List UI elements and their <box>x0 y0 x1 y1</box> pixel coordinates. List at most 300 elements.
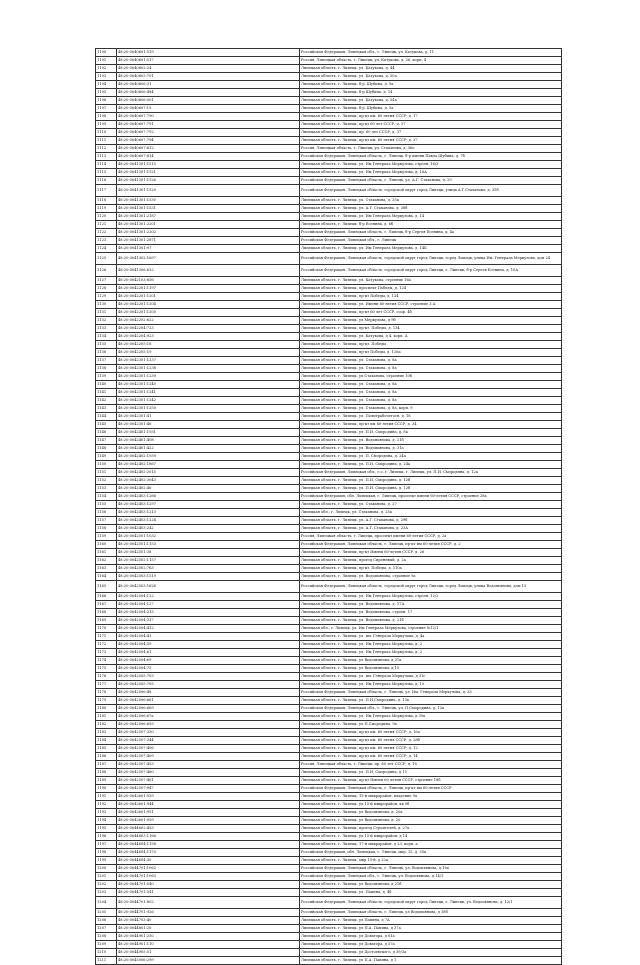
address-cell: Липецкая область, г. Липецк, ул. П.И. Смородина, д. 12б <box>300 477 562 485</box>
address-cell: Липецкая область, г. Липецк, ул. Папина, д. 4б <box>300 889 562 897</box>
address-cell: Липецкая область, г. Липецк, б-р. Шубина, д. 5а <box>300 105 562 113</box>
row-number-cell: 1141 <box>96 389 117 397</box>
row-number-cell: 1168 <box>96 609 117 617</box>
row-number-cell: 1113 <box>96 153 117 161</box>
cadastral-number-cell: 48:20:0042301:1238 <box>117 365 300 373</box>
row-number-cell: 1178 <box>96 689 117 697</box>
row-number-cell: 1125 <box>96 253 117 265</box>
cadastral-number-cell: 48:20:0042506:48 <box>117 689 300 697</box>
table-row <box>96 129 562 137</box>
row-number-cell: 1136 <box>96 349 117 357</box>
address-cell: Липецкая область, г. Липецк, ул. Им Генерала Меркулова, д. 10 <box>300 681 562 689</box>
address-cell: Липецкая область, г. Липецк, ул. Им Генерала Меркулова, д. 2 <box>300 641 562 649</box>
row-number-cell: 1160 <box>96 541 117 549</box>
cadastral-number-cell: 48:20:0042601:951 <box>117 809 300 817</box>
cadastral-number-cell: 48:20:0042403:1224 <box>117 517 300 525</box>
address-cell: Липецкая область, г. Липецк, б-р Есенина, д. 6б <box>300 221 562 229</box>
row-number-cell: 1174 <box>96 657 117 665</box>
cadastral-number-cell: 48:20:0042103:656 <box>117 277 300 285</box>
address-cell: Липецкая область, г. Липецк, ул. Имени 60-летия СССР, строение 3 А <box>300 301 562 309</box>
table-row <box>96 745 562 753</box>
table-row <box>96 113 562 121</box>
row-number-cell: 1177 <box>96 681 117 689</box>
table-row <box>96 421 562 429</box>
cadastral-number-cell: 48:20:0042506:67а <box>117 713 300 721</box>
table-row <box>96 501 562 509</box>
address-cell: Липецкая область, г. Липецк, ул. П. Смородина, д. 24а <box>300 453 562 461</box>
table-row <box>96 909 562 917</box>
address-cell: Липецкая область, г. Липецк, ул. Водопьянова, строение 9а <box>300 573 562 581</box>
table-row <box>96 549 562 557</box>
row-number-cell: 1188 <box>96 769 117 777</box>
table-row <box>96 57 562 65</box>
address-cell: Липецкая область, г. Липецк, ул. П.И.Смородина, д. 13а <box>300 697 562 705</box>
row-number-cell: 1120 <box>96 213 117 221</box>
table-row <box>96 73 562 81</box>
table-row <box>96 65 562 73</box>
address-cell: Липецкая область, г. Липецк, ул Достоевского, д 39/3а <box>300 949 562 957</box>
address-cell: Липецкая область, г. Липецк, ул. Стаханова, д. 8а <box>300 381 562 389</box>
address-cell: Липецкая область, г. Липецк, ул. Им Генерала Меркулова, д. 16А <box>300 169 562 177</box>
cadastral-number-cell: 48:20:0045006:299 <box>117 957 300 965</box>
row-number-cell: 1150 <box>96 461 117 469</box>
table-row <box>96 229 562 237</box>
row-number-cell: 1166 <box>96 593 117 601</box>
cadastral-number-cell: 48:20:0040607:814 <box>117 153 300 161</box>
row-number-cell: 1112 <box>96 145 117 153</box>
cadastral-number-cell: 48:20:0042301:46 <box>117 421 300 429</box>
cadastral-number-cell: 48:20:0042301:1250 <box>117 405 300 413</box>
address-cell: Российская Федерация, Липецкая обл., г. Липецк, ул. Водопьянова, д.14/1 <box>300 873 562 881</box>
address-cell: Липецкая область, г. Липецк, ул. Водопьянова, строен. 17 <box>300 609 562 617</box>
address-cell: Липецкая область, г. Липецк, ул. Стаханова, д. 27 <box>300 501 562 509</box>
address-cell: Липецкая область, г. Липецк, ул Водопьянова, д 21а <box>300 657 562 665</box>
address-cell: Российская Федерация, Липецкая область, г. Липецк, б-р Сергея Есенина, д. 4а <box>300 229 562 237</box>
row-number-cell: 1152 <box>96 477 117 485</box>
table-row <box>96 625 562 633</box>
address-cell: Российская Федерация, Липецкая область, городской округ город Липецк, город Липецк, улица Им. Генерала Меркулова, дом 24 <box>300 253 562 265</box>
address-cell: Липецкая область, г. Липецк, ул. Катукова, д 4, корп. А <box>300 333 562 341</box>
row-number-cell: 1207 <box>96 925 117 933</box>
table-row <box>96 557 562 565</box>
row-number-cell: 1158 <box>96 525 117 533</box>
table-row <box>96 581 562 593</box>
row-number-cell: 1132 <box>96 317 117 325</box>
cadastral-number-cell: 48:20:0042601:939 <box>117 793 300 801</box>
address-cell: Липецкая область, г. Липецк, б-р Шубина, д. 14 <box>300 89 562 97</box>
address-cell: Российская Федерация, Липецкая область, городской округ город Липецк, город Липецк, улица Водопьянова, дом 15 <box>300 581 562 593</box>
cadastral-number-cell: 48:20:0042301:1239 <box>117 373 300 381</box>
address-cell: Липецкая область, г. Липецк, ул Водопьянова, д 15 <box>300 665 562 673</box>
table-row <box>96 825 562 833</box>
address-cell: Российская Федерация, Липецкая область, городской округ город Липецк, г. Липецк, б-р Сергея Есенина, д. 10А <box>300 265 562 277</box>
cadastral-number-cell: 48:20:0042501:1032 <box>117 533 300 541</box>
row-number-cell: 1162 <box>96 557 117 565</box>
row-number-cell: 1134 <box>96 333 117 341</box>
address-cell: Липецкая обл., г. Липецк, ул. Стаханова, д. 25а <box>300 509 562 517</box>
row-number-cell: 1175 <box>96 665 117 673</box>
address-cell: Липецкая область, г. Липецк, ул. Им Генерала Меркулова, строен. 12/2 <box>300 593 562 601</box>
row-number-cell: 1164 <box>96 573 117 581</box>
row-number-cell: 1105 <box>96 89 117 97</box>
table-row <box>96 565 562 573</box>
cadastral-number-cell: 48:20:0042205:18 <box>117 341 300 349</box>
cadastral-number-cell: 48:20:0042507:406 <box>117 745 300 753</box>
row-number-cell: 1145 <box>96 421 117 429</box>
cadastral-number-cell: 48:20:0042301:1237 <box>117 357 300 365</box>
address-cell: Липецкая область, г. Липецк, ул 15-й микрорайон, д 14 <box>300 833 562 841</box>
table-row <box>96 185 562 197</box>
row-number-cell: 1103 <box>96 73 117 81</box>
row-number-cell: 1195 <box>96 825 117 833</box>
cadastral-number-cell: 48:20:0042301:1240 <box>117 381 300 389</box>
table-row <box>96 161 562 169</box>
cadastral-number-cell: 48:20:0040606:484 <box>117 89 300 97</box>
cadastral-number-cell: 48:20:0041301:1526 <box>117 177 300 185</box>
table-row <box>96 301 562 309</box>
table-row <box>96 137 562 145</box>
table-row <box>96 849 562 857</box>
cadastral-number-cell: 48:20:0042504:122 <box>117 593 300 601</box>
cadastral-number-cell: 48:20:0042301:1241 <box>117 389 300 397</box>
cadastral-number-cell: 48:20:0042506:693 <box>117 721 300 729</box>
row-number-cell: 1156 <box>96 509 117 517</box>
address-cell: Липецкая область, г. Липецк, ул. А.Г. Стаханова, д. 29б <box>300 517 562 525</box>
table-row <box>96 461 562 469</box>
table-row <box>96 309 562 317</box>
address-cell: Липецкая область, г. Липецк, ул. Катукова, д. 44 <box>300 65 562 73</box>
row-number-cell: 1204 <box>96 897 117 909</box>
row-number-cell: 1180 <box>96 705 117 713</box>
row-number-cell: 1194 <box>96 817 117 825</box>
cadastral-number-cell: 48:20:0042504:75 <box>117 665 300 673</box>
row-number-cell: 1135 <box>96 341 117 349</box>
address-cell: Российская Федерация, Липецкая область, городской округ город Липецк, г. Липецк, ул. Водопьянова, д. 12/1 <box>300 897 562 909</box>
cadastral-number-cell: 48:20:0042504:412 <box>117 625 300 633</box>
address-cell: Липецкая область, г. Липецк, пр-кт Имени 60-летия СССР, д. 26 <box>300 549 562 557</box>
cadastral-number-cell: 48:20:0044905:51 <box>117 949 300 957</box>
table-row <box>96 205 562 213</box>
row-number-cell: 1192 <box>96 801 117 809</box>
cadastral-number-cell: 48:20:0041301:2187 <box>117 213 300 221</box>
address-cell: Липецкая область, г. Липецк, ул П.А. Папина, д 1 <box>300 957 562 965</box>
address-cell: Липецкая область, г. Липецк, ул. Им Генерала Меркулова, д. 14 <box>300 213 562 221</box>
row-number-cell: 1153 <box>96 485 117 493</box>
table-row <box>96 317 562 325</box>
address-cell: Липецкая область, г. Липецк, пр. 60 лет СССР, д. 37 <box>300 129 562 137</box>
address-cell: Российская Федерация, Липецкая область, г. Липецк, ул. Водопьянова, д.16а <box>300 865 562 873</box>
row-number-cell: 1138 <box>96 365 117 373</box>
cadastral-number-cell: 48:20:0042501:1153 <box>117 541 300 549</box>
table-row <box>96 641 562 649</box>
row-number-cell: 1184 <box>96 737 117 745</box>
cadastral-number-cell: 48:20:0042401:1931 <box>117 429 300 437</box>
cadastral-number-cell: 48:20:0042402:46 <box>117 485 300 493</box>
row-number-cell: 1114 <box>96 161 117 169</box>
table-row <box>96 889 562 897</box>
table-row <box>96 237 562 245</box>
table-row <box>96 285 562 293</box>
cadastral-number-cell: 48:20:0040607:15 <box>117 105 300 113</box>
row-number-cell: 1187 <box>96 761 117 769</box>
row-number-cell: 1108 <box>96 113 117 121</box>
table-row <box>96 221 562 229</box>
table-row <box>96 121 562 129</box>
cadastral-number-cell: 48:20:0042204:723 <box>117 325 300 333</box>
address-cell: Липецкая область, г. Липецк, ул. Им Генерала Меркулова, строен. 16/3 <box>300 161 562 169</box>
address-cell: Липецкая область, г. Липецк, пр-кт. Победы, д. 110а <box>300 565 562 573</box>
row-number-cell: 1208 <box>96 933 117 941</box>
table-row <box>96 729 562 737</box>
row-number-cell: 1203 <box>96 889 117 897</box>
table-row <box>96 777 562 785</box>
address-cell: Российская Федерация, Липецкая обл., г. Липецк <box>300 237 562 245</box>
address-cell: Липецкая область, г. Липецк, ул 15-й микрорайон, кв 9б <box>300 801 562 809</box>
cadastral-number-cell: 48:20:0042504:127 <box>117 601 300 609</box>
cadastral-number-cell: 48:20:0042401:408 <box>117 437 300 445</box>
row-number-cell: 1123 <box>96 237 117 245</box>
address-cell: Липецкая область, г. Липецк, проезд Сиреневый, д. 2а <box>300 557 562 565</box>
table-row <box>96 177 562 185</box>
cadastral-number-cell: 48:20:0041301:1515 <box>117 161 300 169</box>
cadastral-number-cell: 48:20:0042504:215 <box>117 609 300 617</box>
table-row <box>96 681 562 689</box>
table-row <box>96 609 562 617</box>
cadastral-number-cell: 48:20:0044604:1170 <box>117 849 300 857</box>
address-cell: Липецкая область, г. Липецк, б-р. Шубина, д. 9а <box>300 81 562 89</box>
cadastral-number-cell: 48:20:0042403:1213 <box>117 509 300 517</box>
table-row <box>96 933 562 941</box>
table-row <box>96 445 562 453</box>
address-cell: Липецкая область, г. Липецк, пр-кт. Победы, д. 134 <box>300 325 562 333</box>
row-number-cell: 1193 <box>96 809 117 817</box>
row-number-cell: 1143 <box>96 405 117 413</box>
address-cell: Липецкая область, г. Липецк, пр-кт Имени 60 летия СССР, строение 18б <box>300 777 562 785</box>
address-cell: Липецкая область, г. Липецк, ул. им. Генерала Меркулова, д. 4а <box>300 633 562 641</box>
table-row <box>96 485 562 493</box>
address-cell: Липецкая область, г. Липецк, ул. Катукова, д. 54а <box>300 97 562 105</box>
row-number-cell: 1133 <box>96 325 117 333</box>
table-row <box>96 713 562 721</box>
cadastral-number-cell: 48:20:0042506:669 <box>117 705 300 713</box>
cadastral-number-cell: 48:20:0041301:2871 <box>117 237 300 245</box>
cadastral-number-cell: 48:20:0041306:632 <box>117 265 300 277</box>
table-row <box>96 81 562 89</box>
row-number-cell: 1115 <box>96 169 117 177</box>
cadastral-number-cell: 48:20:0044701:1062 <box>117 865 300 873</box>
cadastral-number-cell: 48:20:0041301:1529 <box>117 185 300 197</box>
row-number-cell: 1104 <box>96 81 117 89</box>
address-cell: Липецкая область, г. Липецк, пр-кт 60 лет СССР, д. 37 <box>300 121 562 129</box>
row-number-cell: 1142 <box>96 397 117 405</box>
address-cell: Липецкая область, г. Липецк, проезд Строителей, д. 27а <box>300 825 562 833</box>
table-row <box>96 197 562 205</box>
address-cell: Российская Федерация, обл. Липецкая, г. Липецк, мкр. 15, д. 35а <box>300 849 562 857</box>
table-row <box>96 689 562 697</box>
cadastral-number-cell: 48:20:0042507:330 <box>117 729 300 737</box>
address-cell: Липецкая область, г. Липецк, ул. Водопьянова, д. 31а <box>300 445 562 453</box>
address-cell: Липецкая область, г. Липецк, ул. П.И. Смородина, д. 8а <box>300 429 562 437</box>
row-number-cell: 1163 <box>96 565 117 573</box>
cadastral-number-cell: 48:20:0040602:24 <box>117 65 300 73</box>
address-cell: Липецкая область, г. Липецк, ул. Катукова, строение 16а <box>300 277 562 285</box>
cadastral-number-cell: 48:20:0042403:1266 <box>117 493 300 501</box>
row-number-cell: 1171 <box>96 633 117 641</box>
row-number-cell: 1149 <box>96 453 117 461</box>
table-row <box>96 333 562 341</box>
address-cell: Липецкая область, г. Липецк, 17-й микрорайон, д 23, корп. а <box>300 841 562 849</box>
table-row <box>96 769 562 777</box>
address-cell: Липецкая область, г. Липецк, пр-кт им 60-летия СССР, д. 34 <box>300 421 562 429</box>
cadastral-number-cell: 48:20:0041301:1521 <box>117 169 300 177</box>
address-cell: Липецкая область, г. Липецк, пр-кт им. 60 летия СССР, д. 28б <box>300 737 562 745</box>
cadastral-number-cell: 48:20:0044604:1158 <box>117 841 300 849</box>
table-row <box>96 373 562 381</box>
table-row <box>96 365 562 373</box>
row-number-cell: 1169 <box>96 617 117 625</box>
table-row <box>96 49 562 57</box>
cadastral-number-cell: 48:20:0044901:250 <box>117 933 300 941</box>
table-row <box>96 517 562 525</box>
row-number-cell: 1211 <box>96 957 117 965</box>
address-cell: Липецкая область, г. Липецк, ул. А.Г. Стаханова, д. 38б <box>300 205 562 213</box>
table-row <box>96 841 562 849</box>
address-cell: Липецкая область, г. Липецк, ул Меркулова, д 9б <box>300 317 562 325</box>
table-body <box>96 49 562 965</box>
table-row <box>96 381 562 389</box>
address-cell: Россия, Липецкая область, г. Липецк, ул. Стаханова, д. 36о <box>300 145 562 153</box>
cadastral-number-cell: 48:20:0040607:812 <box>117 145 300 153</box>
address-cell: Липецкая область, г. Липецк, ул. Катукова, д. 50а <box>300 73 562 81</box>
table-row <box>96 277 562 285</box>
table-row <box>96 897 562 909</box>
address-cell: Липецкая область, г. Липецк, пр-кт. Победы <box>300 341 562 349</box>
row-number-cell: 1122 <box>96 229 117 237</box>
table-row <box>96 753 562 761</box>
address-table <box>95 48 562 965</box>
address-cell: Липецкая область, г. Липецк, ул. Стаханова, д. 8а <box>300 357 562 365</box>
row-number-cell: 1200 <box>96 865 117 873</box>
table-row <box>96 97 562 105</box>
row-number-cell: 1209 <box>96 941 117 949</box>
address-cell: Липецкая область, г. Липецк, ул. А.Г. Стаханова, д. 23А <box>300 525 562 533</box>
cadastral-number-cell: 48:20:0044603:1166 <box>117 833 300 841</box>
table-row <box>96 761 562 769</box>
row-number-cell: 1198 <box>96 849 117 857</box>
table-row <box>96 941 562 949</box>
table-row <box>96 413 562 421</box>
table-row <box>96 957 562 965</box>
address-cell: Липецкая область, г. Липецк, ул Папина, д 7А <box>300 917 562 925</box>
cadastral-number-cell: 48:20:0044701:541 <box>117 889 300 897</box>
table-row <box>96 405 562 413</box>
cadastral-number-cell: 48:20:0040601:519 <box>117 49 300 57</box>
cadastral-number-cell: 48:20:0042403:242 <box>117 525 300 533</box>
address-cell: Липецкая область, г. Липецк, ул. Им Генерала Меркулова, д. 2 <box>300 649 562 657</box>
row-number-cell: 1124 <box>96 245 117 253</box>
address-cell: Липецкая область, г. Липецк, ул П.Смородина, 9а <box>300 721 562 729</box>
cadastral-number-cell: 48:20:0042502:1157 <box>117 557 300 565</box>
cadastral-number-cell: 48:20:0042507:409 <box>117 753 300 761</box>
cadastral-number-cell: 48:20:0042201:1204 <box>117 301 300 309</box>
table-row <box>96 525 562 533</box>
row-number-cell: 1140 <box>96 381 117 389</box>
row-number-cell: 1100 <box>96 49 117 57</box>
table-row <box>96 917 562 925</box>
table-row <box>96 673 562 681</box>
cadastral-number-cell: 48:20:0044901:110 <box>117 941 300 949</box>
address-cell: Липецкая область, г. Липецк, проспект Победы, д. 124 <box>300 285 562 293</box>
row-number-cell: 1147 <box>96 437 117 445</box>
address-cell: Липецкая область, г. Липецк, ул. Стаханова, д. 8а <box>300 397 562 405</box>
row-number-cell: 1176 <box>96 673 117 681</box>
cadastral-number-cell: 48:20:0042507:460 <box>117 769 300 777</box>
cadastral-number-cell: 48:20:0044604:30 <box>117 857 300 865</box>
address-cell: Липецкая область, г. Липецк, ул. Им Генерала Меркулова, д. 14Б <box>300 245 562 253</box>
address-cell: Российская Федерация, Липецкая область, г. Липецк, б-р имени Павла Шубина, д. 7б <box>300 153 562 161</box>
cadastral-number-cell: 48:20:0042505:705 <box>117 681 300 689</box>
address-cell: Липецкая область, г. Липецк, ул. Водопьянова, д. 21б <box>300 617 562 625</box>
row-number-cell: 1159 <box>96 533 117 541</box>
table-row <box>96 657 562 665</box>
cadastral-number-cell: 48:20:0044701:926 <box>117 909 300 917</box>
row-number-cell: 1161 <box>96 549 117 557</box>
table-row <box>96 213 562 221</box>
cadastral-number-cell: 48:20:0042504:43 <box>117 633 300 641</box>
row-number-cell: 1130 <box>96 301 117 309</box>
row-number-cell: 1121 <box>96 221 117 229</box>
row-number-cell: 1190 <box>96 785 117 793</box>
cadastral-number-cell: 48:20:0042205:19 <box>117 349 300 357</box>
document-page <box>95 48 552 965</box>
table-row <box>96 833 562 841</box>
cadastral-number-cell: 48:20:0042301:1242 <box>117 397 300 405</box>
table-row <box>96 881 562 889</box>
cadastral-number-cell: 48:20:0042507:461 <box>117 777 300 785</box>
table-row <box>96 153 562 161</box>
table-row <box>96 573 562 581</box>
cadastral-number-cell: 48:20:0040607:790 <box>117 113 300 121</box>
table-row <box>96 649 562 657</box>
row-number-cell: 1109 <box>96 121 117 129</box>
address-cell: Российская Федерация, Липецкая область, г. Липецк, ул. А.Г. Стаханова, д. 29 <box>300 177 562 185</box>
address-cell: Липецкая область, г. Липецк, ул.Стаханова, строение 10б <box>300 373 562 381</box>
address-cell: Липецкая область, г. Липецк, ул Водопьянова, д. 20а <box>300 809 562 817</box>
table-row <box>96 633 562 641</box>
cadastral-number-cell: 48:20:0044701:1063 <box>117 873 300 881</box>
address-cell: Россия, Липецкая область, г. Липецк, пр. 60 лет СССР, д. 18 <box>300 761 562 769</box>
table-row <box>96 437 562 445</box>
address-cell: Российская Федерация, Липецкая обл., г. Липецк, ул. Катукова, д. 11 <box>300 49 562 57</box>
cadastral-number-cell: 48:20:0042202:622 <box>117 317 300 325</box>
row-number-cell: 1131 <box>96 309 117 317</box>
table-row <box>96 857 562 865</box>
address-cell: Российская Федерация, Липецкая обл., г.о. г. Липецк, г. Липецк, ул. П.И. Смородина, д. 12а <box>300 469 562 477</box>
cadastral-number-cell: 48:20:0041301:2202 <box>117 229 300 237</box>
address-cell: Российская Федерация, Липецкая область, г. Липецк, пр-кт им 60-летия СССР <box>300 785 562 793</box>
table-row <box>96 341 562 349</box>
row-number-cell: 1191 <box>96 793 117 801</box>
table-row <box>96 873 562 881</box>
table-row <box>96 533 562 541</box>
cadastral-number-cell: 48:20:0040602:701 <box>117 73 300 81</box>
table-row <box>96 89 562 97</box>
row-number-cell: 1157 <box>96 517 117 525</box>
cadastral-number-cell: 48:20:0042403:1297 <box>117 501 300 509</box>
cadastral-number-cell: 48:20:0042601:959 <box>117 817 300 825</box>
cadastral-number-cell: 48:20:0044801:20 <box>117 925 300 933</box>
cadastral-number-cell: 48:20:0042504:217 <box>117 617 300 625</box>
